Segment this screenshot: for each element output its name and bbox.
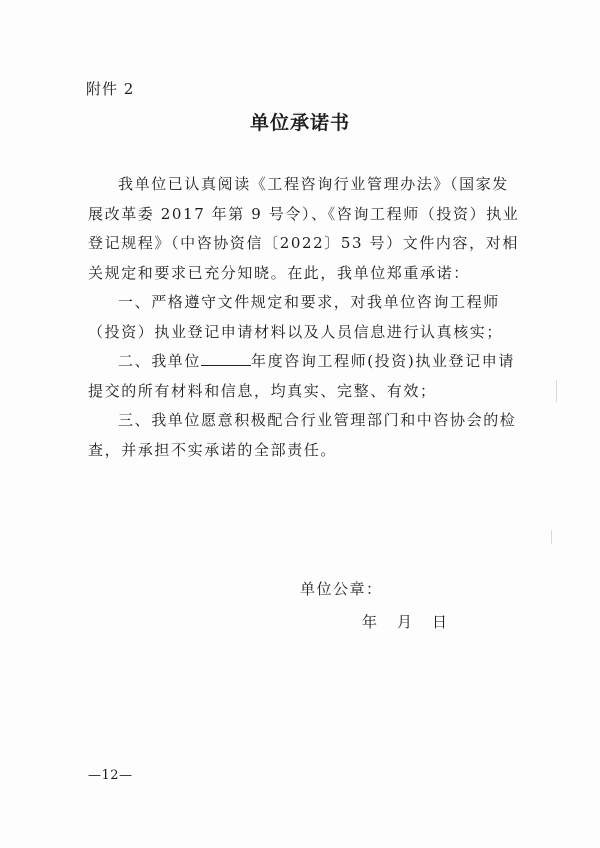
commitment-item-1: 一、严格遵守文件规定和要求，对我单位咨询工程师（投资）执业登记申请材料以及人员信息进行认真核实； xyxy=(88,293,504,341)
date-year-label: 年 xyxy=(362,613,378,631)
intro-paragraph: 我单位已认真阅读《工程咨询行业管理办法》（国家发展改革委 2017 年第 9 号令）、《咨询工程师（投资）执业登记规程》（中咨协资信〔2022〕53 号）文件内容，对相关规定和要求已充分知晓。在此，我单位郑重承诺： xyxy=(88,175,520,282)
document-body xyxy=(88,170,522,465)
attachment-label: 附件 2 xyxy=(86,80,135,98)
document-title: 单位承诺书 xyxy=(249,112,350,134)
commitment-item-2 xyxy=(88,347,522,406)
scan-mark xyxy=(551,530,552,544)
unit-seal-label: 单位公章： xyxy=(300,580,383,598)
commitment-item-3: 三、我单位愿意积极配合行业管理部门和中咨协会的检查，并承担不实承诺的全部责任。 xyxy=(88,411,517,459)
date-day-label: 日 xyxy=(432,613,448,631)
date-month-label: 月 xyxy=(397,613,413,631)
page-number: —12— xyxy=(88,768,133,783)
commitment-item-2-rest: 年度咨询工程师(投资)执业登记申请提交的所有材料和信息，均真实、完整、有效； xyxy=(88,352,515,400)
year-blank[interactable] xyxy=(201,351,251,366)
scan-mark xyxy=(556,380,557,402)
signature-date xyxy=(362,611,447,632)
commitment-item-2-lead: 二、我单位 xyxy=(118,352,202,370)
